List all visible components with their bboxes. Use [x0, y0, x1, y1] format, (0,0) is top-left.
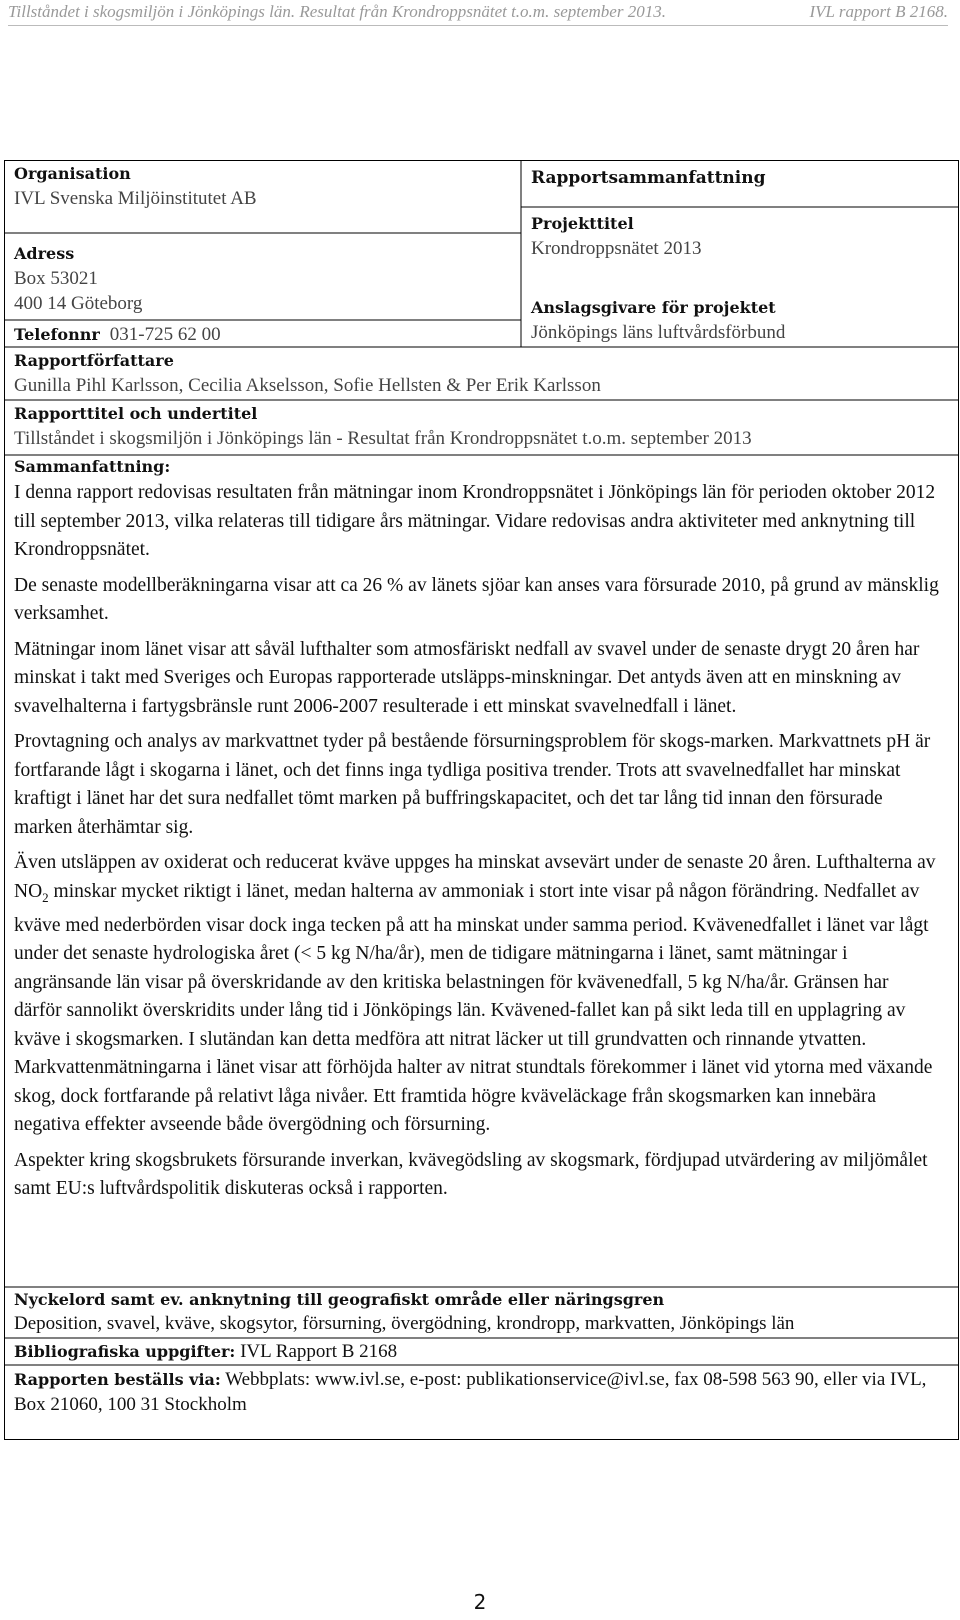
keywords-cell	[14, 1289, 949, 1336]
summary-paragraph-5	[14, 849, 939, 1140]
summary-paragraph-6: Aspekter kring skogsbrukets försurande inverkan, kvävegödsling av skogsmark, fördjupad utvärdering av miljömålet samt EU:s luftvårdspolitik diskuteras också i rapporten.	[14, 1149, 928, 1200]
summary-paragraph-4: Provtagning och analys av markvattnet tyder på bestående försurningsproblem för skogs-marken. Markvattnets pH är fortfarande lågt i skogarna i länet, och det finns inga tydliga positiva trender. Trots att svavelnedfallet har minskat kraftigt i länet har det sura nedfallet tömt marken på buffringskapacitet, och det tar lång tid innan den försurade marken återhämtar sig.	[14, 731, 931, 838]
funder-cell	[531, 296, 951, 345]
summary-paragraph-5-part-2: minskar mycket riktigt i länet, medan halterna av ammoniak i stort inte visar på någon förändring. Nedfallet av kväve med nederbörden visar dock inga tecken på att ha minskat under samma period. Kvävenedfallet i länet var lågt under det senaste hydrologiska året (< 5 kg N/ha/år), men de tidigare mätningarna i länet, samt mätningar i angränsande län visar på överskridande av den kritiska belastningen för kvävenedfall, 5 kg N/ha/år. Gränsen har därför sannolikt överskridits under lång tid i Jönköpings län. Kvävened-fallet kan på sikt leda till en upplagring av kväve i skogsmarken. I slutändan kan detta medföra att nitrat läcker ut till grundvatten och rinnande ytvatten. Markvattenmätningarna i länet visar att förhöjda halter av nitrat stundtals förekommer i länet vid ytorna med växande skog, dock fortfarande på relativt låga nivåer. Ett framtida högre kväveläckage från skogsmarken kan innebära negativa effekter avseende både övergödning och försurning.	[14, 880, 933, 1136]
summary-label: Sammanfattning:	[14, 457, 171, 476]
funder-value: Jönköpings läns luftvårdsförbund	[531, 322, 786, 343]
summary-cell	[14, 455, 939, 1211]
phone-value: 031-725 62 00	[109, 324, 221, 345]
biblio-value: IVL Rapport B 2168	[235, 1341, 398, 1362]
running-header-report-id: IVL rapport B 2168.	[809, 2, 948, 21]
summary-paragraph-2: De senaste modellberäkningarna visar att ca 26 % av länets sjöar kan anses vara försurade 2010, på grund av mänsklig verksamhet.	[14, 574, 939, 624]
order-label: Rapporten beställs via:	[14, 1370, 221, 1389]
running-header-title: Tillståndet i skogsmiljön i Jönköpings län. Resultat från Krondroppsnätet t.o.m. september 2013.	[8, 2, 666, 21]
project-title-value: Krondroppsnätet 2013	[531, 238, 702, 259]
authors-label: Rapportförfattare	[14, 351, 174, 370]
page-number: 2	[473, 1590, 487, 1614]
order-value: Webbplats: www.ivl.se, e-post: publikationservice@ivl.se, fax 08-598 563 90, eller via IVL, Box 21060, 100 31 Stockholm	[14, 1369, 927, 1415]
report-title-value: Tillståndet i skogsmiljön i Jönköpings län - Resultat från Krondroppsnätet t.o.m. september 2013	[14, 428, 752, 449]
keywords-label: Nyckelord samt ev. anknytning till geografiskt område eller näringsgren	[14, 1290, 665, 1309]
phone-cell	[14, 322, 514, 348]
phone-label: Telefonnr	[14, 325, 100, 344]
organisation-value: IVL Svenska Miljöinstitutet AB	[14, 188, 257, 209]
funder-label: Anslagsgivare för projektet	[531, 298, 776, 317]
biblio-label: Bibliografiska uppgifter:	[14, 1342, 236, 1361]
biblio-cell	[14, 1340, 949, 1365]
authors-value: Gunilla Pihl Karlsson, Cecilia Akselsson, Sofie Hellsten & Per Erik Karlsson	[14, 375, 601, 396]
summary-paragraph-1: I denna rapport redovisas resultaten från mätningar inom Krondroppsnätet i Jönköpings län för perioden oktober 2012 till september 2013, vilka relateras till tidigare års mätningar. Vidare redovisas andra aktiviteter med anknytning till Krondroppsnätet.	[14, 482, 936, 560]
organisation-label: Organisation	[14, 164, 131, 183]
order-cell	[14, 1367, 939, 1417]
project-title-label: Projekttitel	[531, 214, 634, 233]
address-cell	[14, 242, 514, 316]
authors-cell	[14, 349, 949, 398]
subscript-2: 2	[42, 889, 49, 905]
report-title-label: Rapporttitel och undertitel	[14, 404, 258, 423]
report-title-cell	[14, 402, 949, 451]
project-title-cell	[531, 212, 951, 261]
organisation-cell	[14, 162, 514, 211]
summary-box-heading-cell	[531, 166, 951, 190]
summary-paragraph-3: Mätningar inom länet visar att såväl lufthalter som atmosfäriskt nedfall av svavel under de senaste drygt 20 åren har minskat i takt med Sveriges och Europas rapporterade utsläpps-minskningar. Det antyds även att en minskning av svavelhalterna i fartygsbränsle runt 2006-2007 resulterade i ett minskat svavelnedfall i länet.	[14, 638, 920, 717]
keywords-value: Deposition, svavel, kväve, skogsytor, försurning, övergödning, krondropp, markvatten, Jönköpings län	[14, 1313, 795, 1334]
address-line-2: 400 14 Göteborg	[14, 293, 143, 314]
summary-paragraph-5-part-1: Även utsläppen av oxiderat och reducerat kväve uppges ha minskat avsevärt under de senaste 20 åren. Lufthalterna av NO	[14, 852, 936, 902]
address-label: Adress	[14, 244, 75, 263]
summary-box-heading: Rapportsammanfattning	[531, 168, 766, 188]
address-line-1: Box 53021	[14, 268, 98, 289]
